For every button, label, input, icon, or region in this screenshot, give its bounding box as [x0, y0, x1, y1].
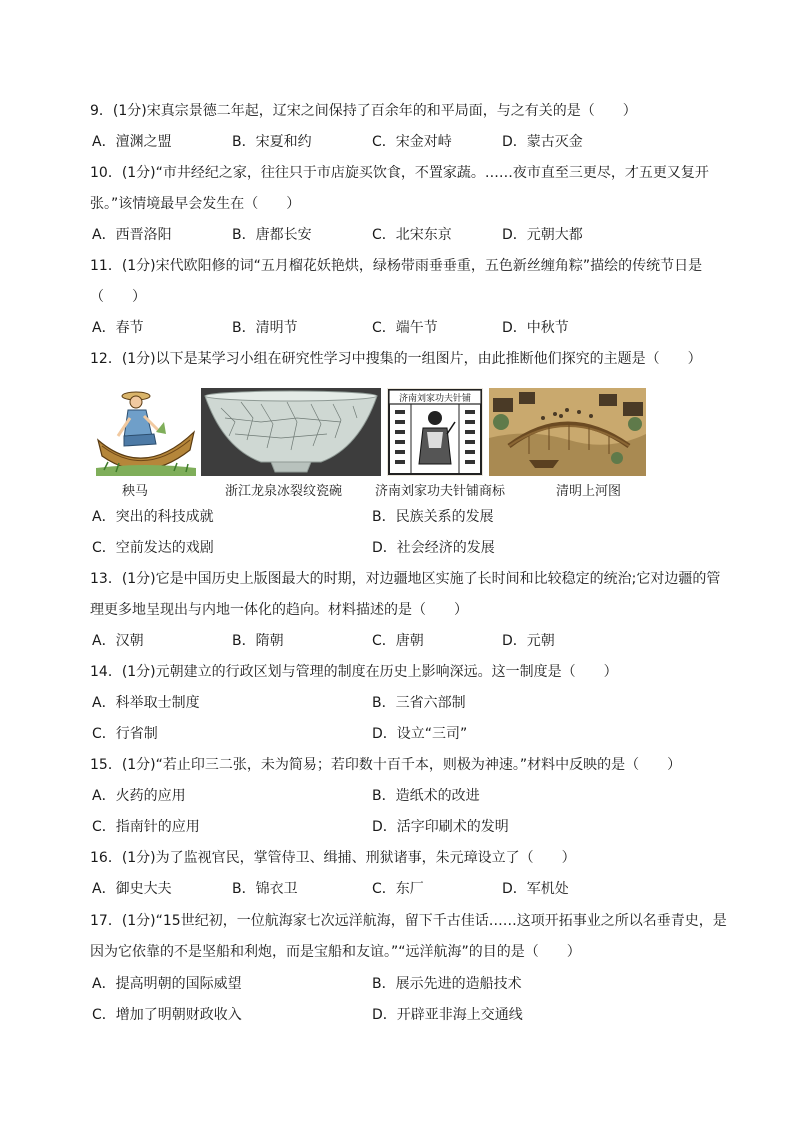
- question-15-option-b[interactable]: B．造纸术的改进: [372, 788, 480, 804]
- question-13-stem-line1: 13．(1分)它是中国历史上版图最大的时期，对边疆地区实施了长时间和比较稳定的统治;它对边疆的管: [90, 571, 721, 587]
- question-12-option-a[interactable]: A．突出的科技成就: [92, 509, 214, 525]
- question-16-option-b[interactable]: B．锦衣卫: [232, 881, 298, 897]
- question-15-option-c[interactable]: C．指南针的应用: [92, 819, 200, 835]
- question-14-option-c[interactable]: C．行省制: [92, 726, 158, 742]
- question-15-stem: 15．(1分)“若止印三二张，未为简易；若印数十百千本，则极为神速。”材料中反映的是（ ）: [90, 757, 682, 773]
- question-10-stem-line1: 10．(1分)“市井经纪之家，往往只于市店旋买饮食，不置家蔬。……夜市直至三更尽，才五更又复开: [90, 165, 709, 181]
- caption-qingming-painting: 清明上河图: [556, 484, 622, 499]
- question-14-stem: 14．(1分)元朝建立的行政区划与管理的制度在历史上影响深远。这一制度是（ ）: [90, 664, 618, 680]
- question-17-stem-line2: 因为它依靠的不是坚船和利炮，而是宝船和友谊。”“远洋航海”的目的是（ ）: [90, 944, 581, 960]
- question-17-stem-line1: 17．(1分)“15世纪初，一位航海家七次远洋航海，留下千古佳话……这项开拓事业之所以名垂青史，是: [90, 913, 727, 929]
- question-11-option-c[interactable]: C．端午节: [372, 320, 438, 336]
- needle-shop-trademark-image: [387, 388, 483, 476]
- question-13-option-c[interactable]: C．唐朝: [372, 633, 424, 649]
- question-11-stem-line2: （ ）: [90, 289, 146, 305]
- question-14-option-d[interactable]: D．设立“三司”: [372, 726, 468, 742]
- caption-yangma: 秧马: [122, 484, 149, 499]
- question-9-option-d[interactable]: D．蒙古灭金: [502, 134, 583, 150]
- yangma-image: [94, 388, 198, 476]
- question-11-option-b[interactable]: B．清明节: [232, 320, 298, 336]
- question-12-stem: 12．(1分)以下是某学习小组在研究性学习中搜集的一组图片，由此推断他们探究的主题是（ ）: [90, 351, 702, 367]
- question-17-option-a[interactable]: A．提高明朝的国际威望: [92, 976, 242, 992]
- question-12-option-d[interactable]: D．社会经济的发展: [372, 540, 495, 556]
- question-9-option-b[interactable]: B．宋夏和约: [232, 134, 312, 150]
- question-16-option-d[interactable]: D．军机处: [502, 881, 569, 897]
- question-13-option-a[interactable]: A．汉朝: [92, 633, 144, 649]
- question-11-option-a[interactable]: A．春节: [92, 320, 144, 336]
- question-10-stem-line2: 张。”该情境最早会发生在（ ）: [90, 196, 301, 212]
- question-15-option-d[interactable]: D．活字印刷术的发明: [372, 819, 509, 835]
- question-14-option-a[interactable]: A．科举取士制度: [92, 695, 200, 711]
- question-9-option-a[interactable]: A．澶渊之盟: [92, 134, 172, 150]
- question-10-option-c[interactable]: C．北宋东京: [372, 227, 452, 243]
- question-15-option-a[interactable]: A．火药的应用: [92, 788, 186, 804]
- qingming-painting-image: [489, 388, 646, 476]
- question-9-option-c[interactable]: C．宋金对峙: [372, 134, 452, 150]
- question-9-stem: 9．(1分)宋真宗景德二年起，辽宋之间保持了百余年的和平局面，与之有关的是（ ）: [90, 103, 637, 119]
- porcelain-bowl-image: [201, 388, 381, 476]
- question-13-option-b[interactable]: B．隋朝: [232, 633, 284, 649]
- question-16-option-c[interactable]: C．东厂: [372, 881, 424, 897]
- question-13-option-d[interactable]: D．元朝: [502, 633, 555, 649]
- question-16-option-a[interactable]: A．御史大夫: [92, 881, 172, 897]
- question-12-option-b[interactable]: B．民族关系的发展: [372, 509, 494, 525]
- question-12-option-c[interactable]: C．空前发达的戏剧: [92, 540, 214, 556]
- question-17-option-d[interactable]: D．开辟亚非海上交通线: [372, 1007, 523, 1023]
- shop-header-text: 济南刘家功夫针铺: [398, 394, 472, 404]
- question-13-stem-line2: 理更多地呈现出与内地一体化的趋向。材料描述的是（ ）: [90, 602, 468, 618]
- question-10-option-b[interactable]: B．唐都长安: [232, 227, 312, 243]
- question-10-option-a[interactable]: A．西晋洛阳: [92, 227, 172, 243]
- question-10-option-d[interactable]: D．元朝大都: [502, 227, 583, 243]
- question-14-option-b[interactable]: B．三省六部制: [372, 695, 466, 711]
- caption-porcelain-bowl: 浙江龙泉冰裂纹瓷碗: [225, 484, 343, 499]
- caption-needle-shop: 济南刘家功夫针铺商标: [375, 484, 506, 499]
- question-11-stem-line1: 11．(1分)宋代欧阳修的词“五月榴花妖艳烘，绿杨带雨垂垂重，五色新丝缠角粽”描绘的传统节日是: [90, 258, 703, 274]
- question-17-option-b[interactable]: B．展示先进的造船技术: [372, 976, 522, 992]
- question-17-option-c[interactable]: C．增加了明朝财政收入: [92, 1007, 242, 1023]
- question-11-option-d[interactable]: D．中秋节: [502, 320, 569, 336]
- question-16-stem: 16．(1分)为了监视官民，掌管侍卫、缉捕、刑狱诸事，朱元璋设立了（ ）: [90, 850, 576, 866]
